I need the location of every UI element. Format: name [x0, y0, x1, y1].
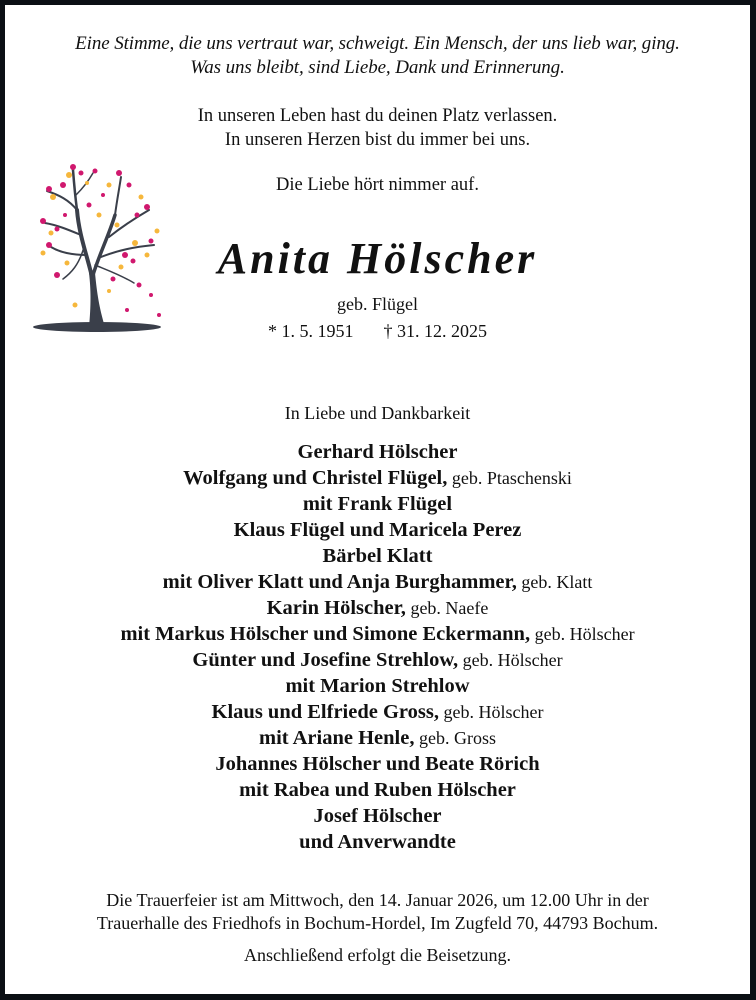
birth-date: * 1. 5. 1951	[268, 321, 354, 341]
mourner-line: Klaus und Elfriede Gross, geb. Hölscher	[211, 701, 544, 723]
verse-line-3: Die Liebe hört nimmer auf.	[276, 175, 479, 195]
funeral-line-1: Die Trauerfeier ist am Mittwoch, den 14. Januar 2026, um 12.00 Uhr in der	[106, 890, 649, 910]
verse-line-1: In unseren Leben hast du deinen Platz verlassen.	[197, 106, 558, 126]
mourner-line: Karin Hölscher, geb. Naefe	[266, 597, 489, 619]
mourner-line: mit Oliver Klatt und Anja Burghammer, geb. Klatt	[162, 571, 593, 593]
quote-line-2: Was uns bleibt, sind Liebe, Dank und Erinnerung.	[190, 57, 565, 78]
mourner-line: Klaus Flügel und Maricela Perez	[233, 519, 522, 541]
deceased-name: Anita Hölscher	[217, 234, 538, 283]
maiden-name: geb. Flügel	[337, 294, 418, 314]
mourner-line: Bärbel Klatt	[322, 545, 433, 567]
mourner-line: mit Markus Hölscher und Simone Eckermann, geb. Hölscher	[120, 623, 635, 645]
mourner-line: Johannes Hölscher und Beate Rörich	[215, 753, 540, 775]
mourner-line: und Anverwandte	[299, 831, 456, 853]
death-date: † 31. 12. 2025	[383, 321, 487, 341]
mourner-line: mit Ariane Henle, geb. Gross	[259, 727, 496, 749]
funeral-line-3: Anschließend erfolgt die Beisetzung.	[244, 945, 511, 965]
verse-line-2: In unseren Herzen bist du immer bei uns.	[224, 130, 531, 150]
mourner-line: Wolfgang und Christel Flügel, geb. Ptaschenski	[183, 467, 572, 489]
mourner-line: Josef Hölscher	[313, 805, 442, 827]
dedication: In Liebe und Dankbarkeit	[284, 403, 471, 423]
life-dates	[5, 321, 750, 342]
mourner-line: Gerhard Hölscher	[297, 441, 458, 463]
mourner-line: mit Marion Strehlow	[285, 675, 470, 697]
obituary-notice	[5, 5, 750, 994]
mourner-line: Günter und Josefine Strehlow, geb. Hölscher	[192, 649, 563, 671]
funeral-line-2: Trauerhalle des Friedhofs in Bochum-Hordel, Im Zugfeld 70, 44793 Bochum.	[96, 913, 659, 933]
quote-line-1: Eine Stimme, die uns vertraut war, schweigt. Ein Mensch, der uns lieb war, ging.	[75, 33, 680, 54]
mourner-line: mit Rabea und Ruben Hölscher	[239, 779, 516, 801]
mourner-line: mit Frank Flügel	[302, 493, 453, 515]
